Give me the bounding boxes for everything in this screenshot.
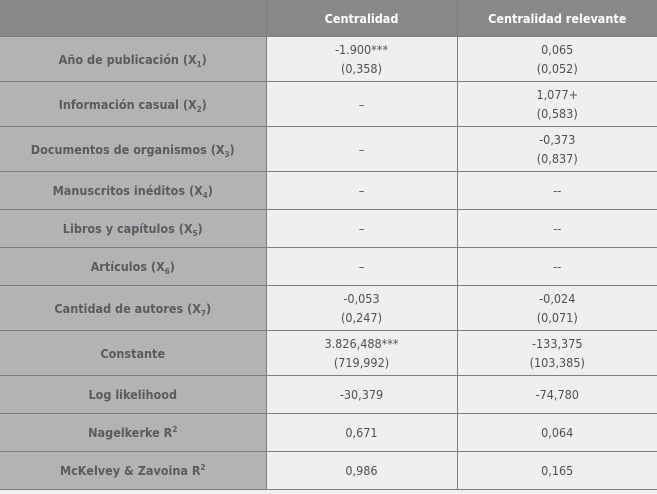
row-label-suffix: ) — [169, 259, 175, 274]
row-label — [0, 331, 266, 376]
table-row — [0, 452, 657, 490]
coefficient: – — [358, 259, 365, 274]
cell-centralidad-relevante — [457, 127, 657, 172]
std-error: (0,052) — [536, 61, 578, 76]
superscript: 2 — [172, 425, 178, 434]
row-label-text: Nagelkerke R — [88, 425, 173, 440]
coefficient: -1.900*** — [334, 42, 389, 57]
cell-centralidad — [266, 37, 457, 82]
cell-centralidad-relevante — [457, 82, 657, 127]
row-label — [0, 210, 266, 248]
coefficient: 0,986 — [345, 463, 378, 478]
coefficient: -- — [553, 221, 562, 236]
coefficient: 3.826,488*** — [324, 336, 399, 351]
table-row — [0, 127, 657, 172]
superscript: 2 — [200, 463, 206, 472]
cell-centralidad-relevante — [457, 248, 657, 286]
std-error: (0,583) — [536, 106, 578, 121]
row-label — [0, 414, 266, 452]
table-row — [0, 248, 657, 286]
coefficient: 0,065 — [541, 42, 574, 57]
header-centralidad-relevante: Centralidad relevante — [457, 0, 657, 37]
cell-centralidad-relevante — [457, 414, 657, 452]
subscript: 6 — [164, 267, 170, 276]
table-row — [0, 331, 657, 376]
coefficient: -0,053 — [343, 291, 380, 306]
cell-centralidad-relevante — [457, 172, 657, 210]
std-error: (103,385) — [529, 355, 585, 370]
coefficient: -74,780 — [535, 387, 579, 402]
row-label-text: Log likelihood — [88, 387, 178, 402]
subscript: 3 — [224, 149, 230, 159]
row-label — [0, 452, 266, 490]
row-label-text: Año de publicación (X — [58, 51, 197, 67]
row-label-text: Libros y capítulos (X — [62, 221, 193, 236]
row-label — [0, 376, 266, 414]
coefficient: -133,375 — [531, 336, 583, 351]
cell-centralidad — [266, 452, 457, 490]
cell-centralidad-relevante — [457, 376, 657, 414]
table-row — [0, 210, 657, 248]
coefficient: 0,165 — [541, 463, 574, 478]
coefficient: 1,077+ — [536, 87, 579, 102]
header-centralidad: Centralidad — [266, 0, 457, 37]
table-row — [0, 414, 657, 452]
table-row — [0, 37, 657, 82]
row-label-text: Documentos de organismos (X — [30, 141, 225, 157]
cell-centralidad-relevante — [457, 331, 657, 376]
table-row — [0, 286, 657, 331]
cell-centralidad — [266, 172, 457, 210]
table-row — [0, 82, 657, 127]
subscript: 4 — [202, 191, 208, 200]
std-error: (719,992) — [333, 355, 390, 370]
header-blank — [0, 0, 266, 37]
cell-centralidad-relevante — [457, 286, 657, 331]
cell-centralidad-relevante — [457, 37, 657, 82]
cell-centralidad — [266, 248, 457, 286]
cell-centralidad — [266, 414, 457, 452]
std-error: (0,837) — [536, 151, 578, 166]
coefficient: -- — [553, 259, 562, 274]
row-label-suffix: ) — [205, 300, 212, 316]
coefficient: -30,379 — [339, 387, 384, 402]
subscript: 1 — [196, 59, 202, 69]
row-label-text: Manuscritos inéditos (X — [52, 183, 203, 198]
row-label-text: Artículos (X — [90, 259, 165, 274]
row-label-suffix: ) — [201, 51, 207, 67]
cell-centralidad — [266, 82, 457, 127]
table-row — [0, 172, 657, 210]
row-label-text: McKelvey & Zavoina R — [59, 463, 201, 478]
std-error: (0,247) — [341, 310, 382, 325]
row-label-text: Constante — [100, 345, 166, 361]
row-label — [0, 172, 266, 210]
row-label-text: Cantidad de autores (X — [54, 300, 201, 316]
coefficient: – — [358, 141, 365, 157]
row-label — [0, 127, 266, 172]
coefficient: -0,024 — [539, 291, 576, 306]
table-row — [0, 376, 657, 414]
row-label-suffix: ) — [201, 96, 207, 112]
coefficient: – — [358, 96, 365, 112]
std-error: (0,358) — [341, 61, 382, 76]
subscript: 2 — [196, 104, 202, 114]
cell-centralidad — [266, 376, 457, 414]
coefficient: – — [358, 183, 365, 198]
row-label-suffix: ) — [207, 183, 213, 198]
row-label — [0, 248, 266, 286]
cell-centralidad — [266, 210, 457, 248]
row-label — [0, 82, 266, 127]
std-error: (0,071) — [536, 310, 578, 325]
coefficient: 0,671 — [345, 425, 378, 440]
coefficient: – — [358, 221, 365, 236]
row-label — [0, 37, 266, 82]
row-label-text: Información casual (X — [58, 96, 197, 112]
coefficient: 0,064 — [541, 425, 574, 440]
row-label-suffix: ) — [197, 221, 203, 236]
cell-centralidad-relevante — [457, 452, 657, 490]
row-label-suffix: ) — [229, 141, 235, 157]
subscript: 5 — [192, 229, 198, 238]
cell-centralidad — [266, 331, 457, 376]
header-row — [0, 0, 657, 37]
coefficient: -- — [553, 183, 562, 198]
cell-centralidad-relevante — [457, 210, 657, 248]
cell-centralidad — [266, 286, 457, 331]
subscript: 7 — [200, 308, 206, 318]
coefficient: -0,373 — [539, 132, 576, 147]
cell-centralidad — [266, 127, 457, 172]
row-label — [0, 286, 266, 331]
